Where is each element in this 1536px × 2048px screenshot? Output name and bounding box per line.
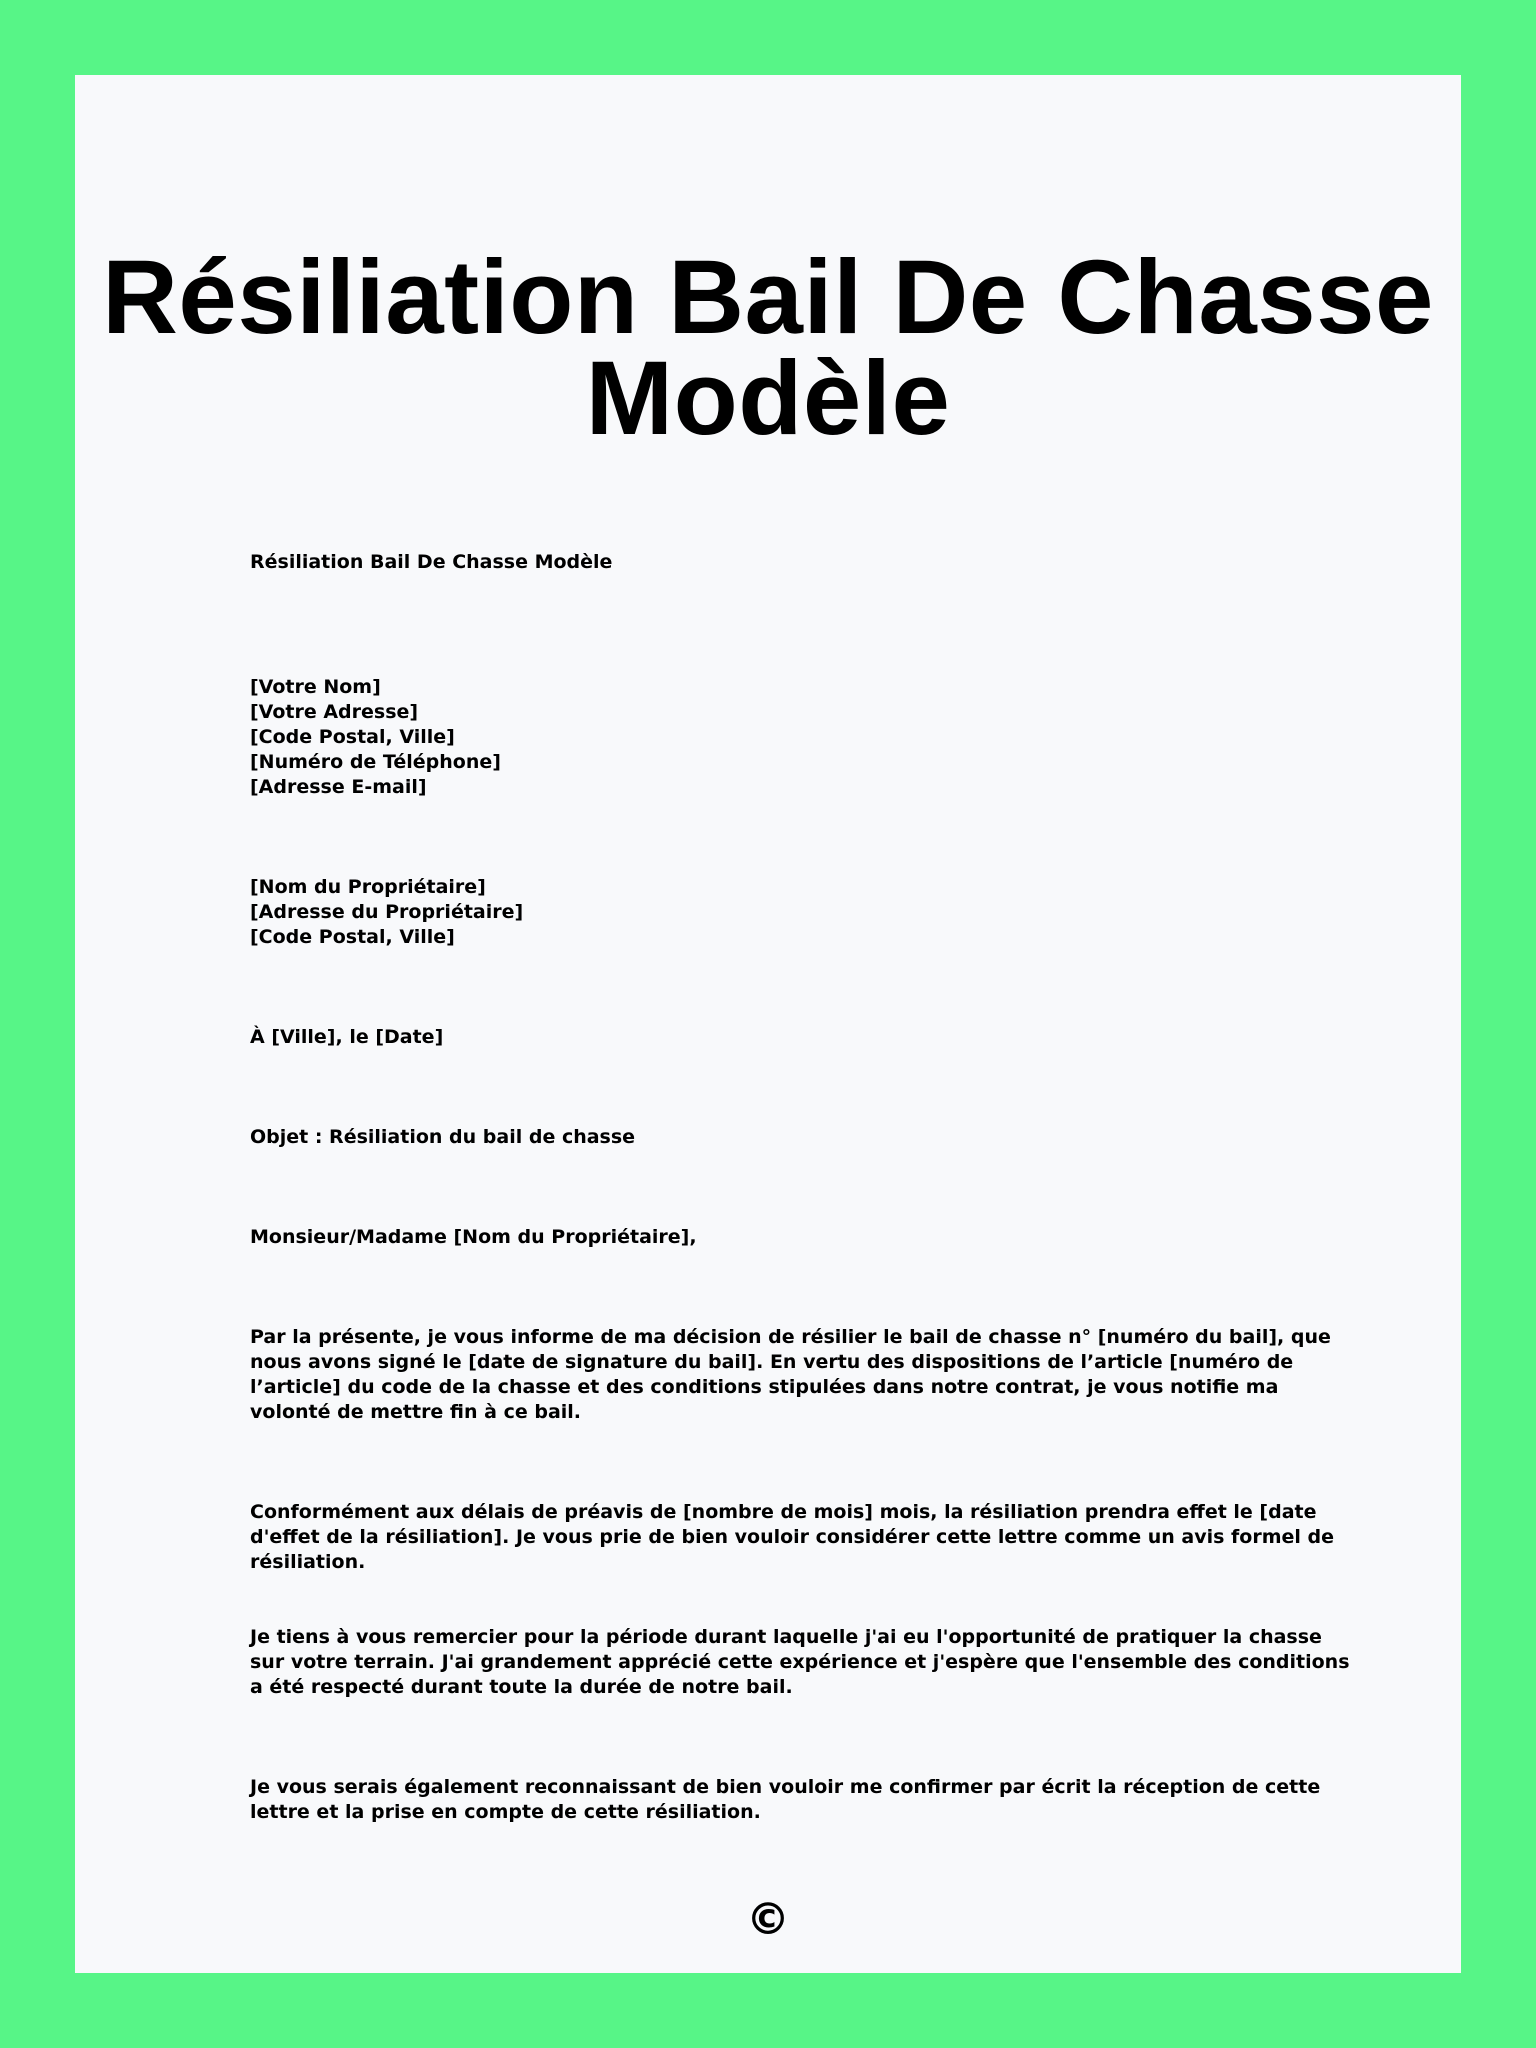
- sender-address: [Votre Adresse]: [250, 701, 419, 723]
- paragraph-3: Je tiens à vous remercier pour la période durant laquelle j'ai eu l'opportunité de pratiquer la chasse sur votre terrain. J'ai grandement apprécié cette expérience et j'espère que l'ensemble des conditions a été respecté durant toute la durée de notre bail.: [250, 1626, 1350, 1698]
- sender-email: [Adresse E-mail]: [250, 776, 427, 798]
- place-date: À [Ville], le [Date]: [250, 1026, 444, 1048]
- sender-block: [250, 675, 1360, 800]
- document-page: [75, 75, 1461, 1973]
- recipient-block: [250, 875, 1360, 950]
- paragraph-4: Je vous serais également reconnaissant de bien vouloir me confirmer par écrit la réception de cette lettre et la prise en compte de cette résiliation.: [250, 1776, 1321, 1823]
- copyright-icon: ©: [746, 1894, 790, 1945]
- paragraph-1: Par la présente, je vous informe de ma décision de résilier le bail de chasse n° [numéro du bail], que nous avons signé le [date de signature du bail]. En vertu des dispositions de l’article [numéro de l’article] du code de la chasse et des conditions stipulées dans notre contrat, je vous notifie ma volonté de mettre fin à ce bail.: [250, 1326, 1331, 1423]
- sender-phone: [Numéro de Téléphone]: [250, 751, 501, 773]
- sender-name: [Votre Nom]: [250, 676, 381, 698]
- recipient-address: [Adresse du Propriétaire]: [250, 901, 524, 923]
- letter-heading: Résiliation Bail De Chasse Modèle: [250, 551, 613, 573]
- document-title: Résiliation Bail De Chasse Modèle: [102, 239, 1434, 457]
- paragraph-2: Conformément aux délais de préavis de [nombre de mois] mois, la résiliation prendra effet le [date d'effet de la résiliation]. Je vous prie de bien vouloir considérer cette lettre comme un avis formel de résiliation.: [250, 1501, 1335, 1573]
- recipient-name: [Nom du Propriétaire]: [250, 876, 486, 898]
- recipient-postal-city: [Code Postal, Ville]: [250, 926, 455, 948]
- subject-line: Objet : Résiliation du bail de chasse: [250, 1126, 636, 1148]
- salutation: Monsieur/Madame [Nom du Propriétaire],: [250, 1226, 697, 1248]
- sender-postal-city: [Code Postal, Ville]: [250, 726, 455, 748]
